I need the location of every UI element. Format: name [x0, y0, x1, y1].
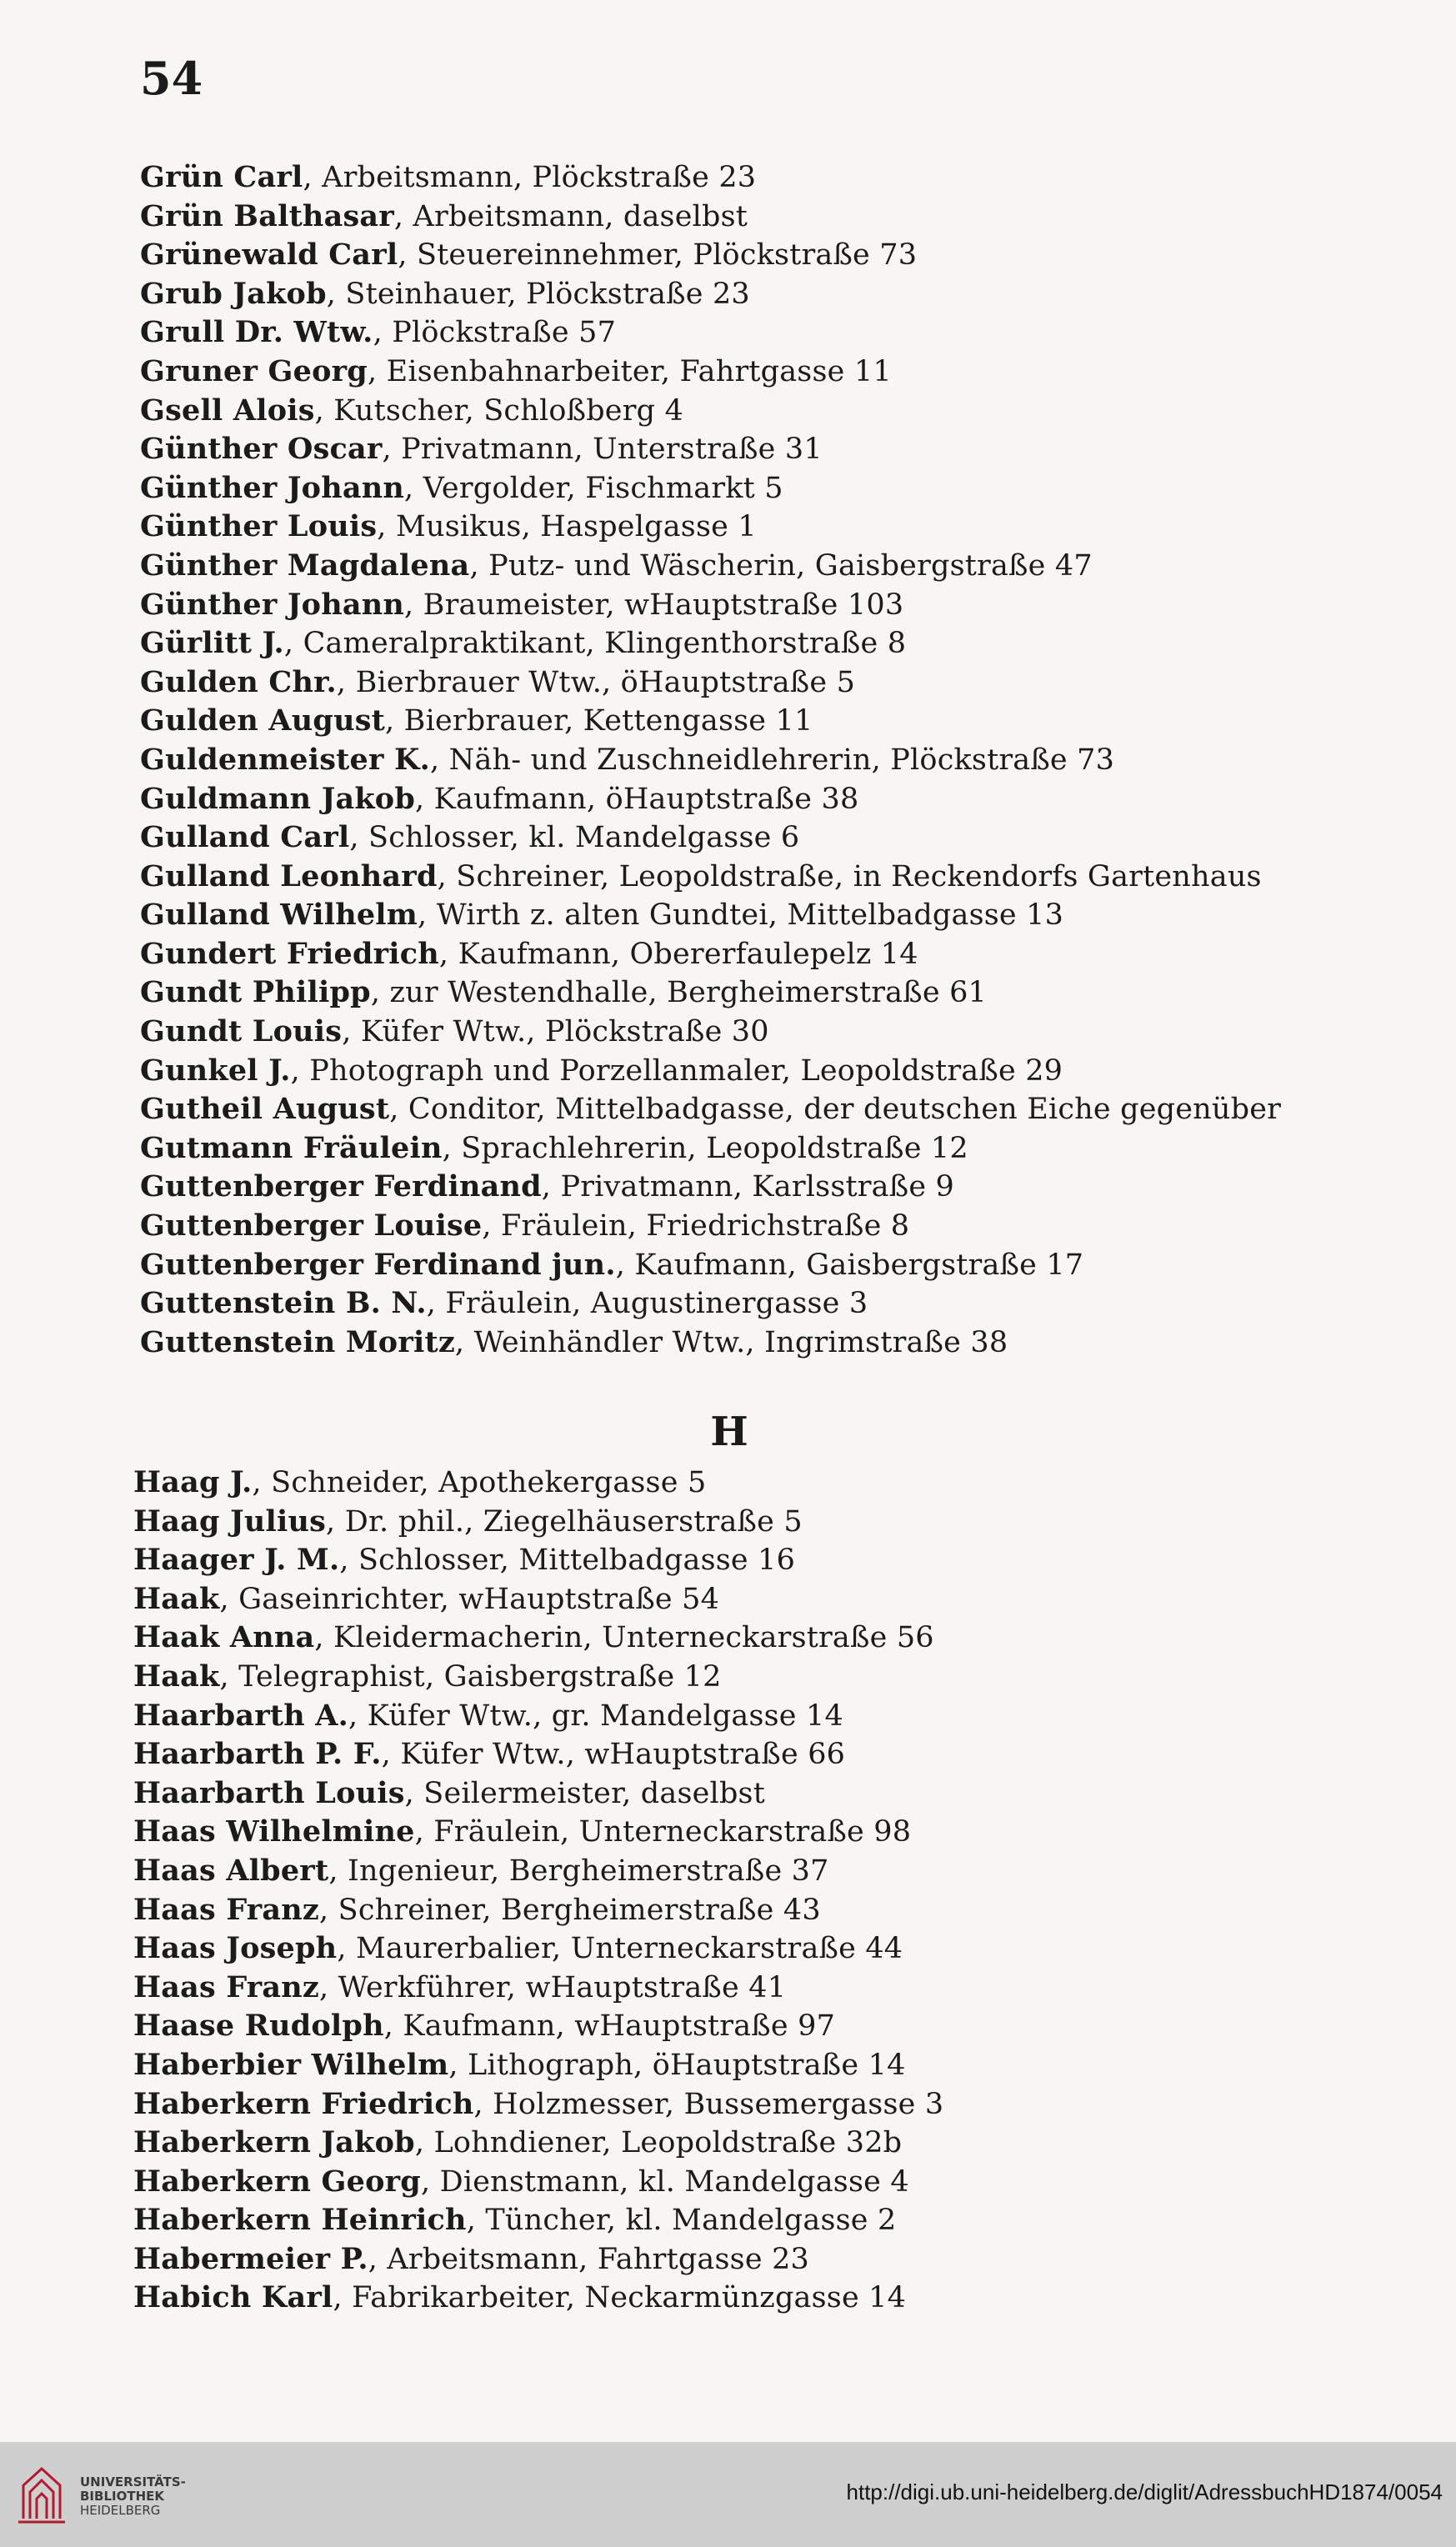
entry-details: , Fabrikarbeiter, Neckarmünzgasse 14 [333, 2281, 907, 2315]
entry-details: , Privatmann, Unterstraße 31 [382, 433, 823, 467]
entry-name: Haas Albert [133, 1853, 329, 1888]
entry-name: Gulland Leonhard [140, 858, 438, 893]
entry-name: Guttenberger Louise [140, 1208, 483, 1243]
directory-entry [133, 2124, 902, 2163]
entry-name: Haag J. [133, 1465, 253, 1499]
entry-name: Haas Franz [133, 1969, 319, 2004]
entry-name: Gsell Alois [140, 393, 315, 428]
ub-heidelberg-logo-icon [15, 2460, 68, 2527]
directory-entry [140, 198, 748, 237]
page-number: 54 [140, 52, 203, 105]
entry-details: , Kaufmann, Obererfaulepelz 14 [438, 937, 918, 971]
entry-name: Haberbier Wilhelm [133, 2047, 449, 2082]
entry-details: , Telegraphist, Gaisbergstraße 12 [219, 1659, 722, 1694]
institution-name [80, 2475, 186, 2518]
directory-entry [140, 1090, 1281, 1129]
directory-entry [140, 1207, 909, 1246]
entry-name: Haager J. M. [133, 1543, 340, 1578]
entry-name: Gulland Carl [140, 820, 350, 855]
entry-details: , Cameralpraktikant, Klingenthorstraße 8 [283, 627, 907, 661]
entry-name: Gulden August [140, 703, 385, 738]
entry-name: Haarbarth A. [133, 1698, 348, 1733]
directory-entry [140, 508, 757, 547]
entry-details: , Küfer Wtw., Plöckstraße 30 [342, 1015, 769, 1049]
directory-entry [140, 158, 756, 198]
directory-entry [140, 353, 892, 392]
directory-entry [140, 392, 683, 431]
entry-name: Gulland Wilhelm [140, 898, 418, 933]
permalink-url[interactable]: http://digi.ub.uni-heidelberg.de/diglit/AdressbuchHD1874/0054 [846, 2479, 1443, 2504]
entry-details: , Braumeister, wHauptstraße 103 [404, 588, 904, 622]
directory-entry [133, 1969, 786, 2008]
entry-details: , Tüncher, kl. Mandelgasse 2 [466, 2204, 897, 2238]
entry-details: , Wirth z. alten Gundtei, Mittelbadgasse 13 [418, 898, 1064, 933]
entry-details: , Schneider, Apothekergasse 5 [252, 1466, 707, 1499]
entry-details: , Steinhauer, Plöckstraße 23 [326, 277, 750, 311]
directory-entry [133, 2163, 909, 2202]
entry-details: , Bierbrauer, Kettengasse 11 [385, 704, 813, 738]
entry-name: Gruner Georg [140, 353, 368, 388]
entry-details: , Küfer Wtw., wHauptstraße 66 [381, 1738, 846, 1772]
entry-name: Haak [133, 1659, 220, 1694]
entry-details: , Dr. phil., Ziegelhäuserstraße 5 [326, 1504, 803, 1539]
institution-line-3: HEIDELBERG [80, 2503, 161, 2518]
entry-details: , Kaufmann, wHauptstraße 97 [383, 2009, 836, 2044]
entry-details: , Kaufmann, öHauptstraße 38 [415, 782, 859, 816]
entry-details: , Kaufmann, Gaisbergstraße 17 [615, 1248, 1084, 1282]
entry-details: , Photograph und Porzellanmaler, Leopoldstraße 29 [290, 1053, 1063, 1088]
directory-entry [140, 896, 1063, 935]
entry-details: , Conditor, Mittelbadgasse, der deutschen Eiche gegenüber [389, 1093, 1282, 1127]
directory-entry [133, 1891, 821, 1930]
directory-entry [140, 702, 813, 741]
directory-entry [140, 780, 858, 819]
entry-name: Haas Franz [133, 1892, 319, 1927]
entry-name: Haas Joseph [133, 1931, 338, 1966]
directory-entry [133, 1464, 706, 1503]
entry-details: , Schlosser, kl. Mandelgasse 6 [349, 821, 800, 855]
directory-entry [133, 1774, 765, 1814]
entry-name: Haarbarth Louis [133, 1775, 405, 1810]
directory-entry [140, 1013, 769, 1052]
directory-entries-h [133, 1464, 1317, 2318]
entry-details: , Holzmesser, Bussemergasse 3 [473, 2087, 944, 2121]
entry-name: Guttenstein Moritz [140, 1324, 455, 1359]
directory-entry [140, 1246, 1083, 1285]
entry-name: Guttenberger Ferdinand jun. [140, 1247, 616, 1282]
entry-details: , Gaseinrichter, wHauptstraße 54 [219, 1582, 720, 1616]
entry-details: , Eisenbahnarbeiter, Fahrtgasse 11 [367, 354, 892, 388]
directory-entry [140, 935, 918, 974]
entry-name: Habich Karl [133, 2280, 333, 2315]
entry-name: Grün Carl [140, 160, 303, 194]
section-letter: H [710, 1409, 748, 1455]
entry-name: Gundt Louis [140, 1014, 343, 1049]
entry-details: , Lohndiener, Leopoldstraße 32b [414, 2126, 903, 2160]
entry-details: , Putz- und Wäscherin, Gaisbergstraße 47 [469, 548, 1093, 583]
entry-details: , Plöckstraße 57 [373, 316, 617, 350]
entry-name: Guldmann Jakob [140, 781, 416, 816]
entry-details: , Schlosser, Mittelbadgasse 16 [339, 1544, 796, 1578]
entry-details: , Ingenieur, Bergheimerstraße 37 [328, 1854, 829, 1888]
entry-name: Haag Julius [133, 1504, 327, 1539]
entry-name: Haberkern Heinrich [133, 2203, 467, 2238]
directory-entry [140, 313, 616, 353]
entry-details: , Vergolder, Fischmarkt 5 [404, 471, 783, 505]
entry-name: Gunkel J. [140, 1053, 291, 1088]
directory-entry [133, 2046, 906, 2085]
directory-entry [133, 1541, 795, 1580]
directory-entry [133, 1929, 903, 1969]
directory-entry [140, 547, 1093, 586]
entry-name: Gutheil August [140, 1092, 390, 1127]
entry-details: , zur Westendhalle, Bergheimerstraße 61 [370, 976, 988, 1010]
entry-name: Günther Louis [140, 509, 378, 544]
entry-name: Grull Dr. Wtw. [140, 315, 373, 350]
entry-details: , Werkführer, wHauptstraße 41 [319, 1970, 787, 2004]
directory-entry [133, 1503, 803, 1542]
entry-name: Guttenstein B. N. [140, 1286, 427, 1321]
entry-name: Günther Johann [140, 587, 405, 622]
entry-name: Haberkern Georg [133, 2164, 421, 2199]
entry-name: Haas Wilhelmine [133, 1814, 415, 1849]
directory-entry [133, 1619, 934, 1658]
directory-entry [133, 2240, 809, 2279]
entry-details: , Näh- und Zuschneidlehrerin, Plöckstraße 73 [430, 743, 1115, 777]
institution-line-2: BIBLIOTHEK [80, 2489, 164, 2504]
entry-details: , Privatmann, Karlsstraße 9 [541, 1170, 955, 1204]
entry-details: , Weinhändler Wtw., Ingrimstraße 38 [454, 1325, 1008, 1359]
directory-entry [133, 1813, 911, 1852]
directory-entry [133, 2279, 906, 2318]
directory-entry [133, 1580, 719, 1619]
directory-entry [140, 236, 917, 275]
directory-entry [140, 741, 1114, 780]
entry-details: , Kleidermacherin, Unterneckarstraße 56 [314, 1621, 934, 1655]
entry-details: , Steuereinnehmer, Plöckstraße 73 [398, 238, 918, 273]
entry-name: Gutmann Fräulein [140, 1130, 443, 1165]
entry-name: Guttenberger Ferdinand [140, 1169, 542, 1204]
directory-entry [140, 430, 823, 469]
entry-name: Gürlitt J. [140, 626, 284, 661]
entry-details: , Musikus, Haspelgasse 1 [377, 510, 757, 544]
entry-name: Grün Balthasar [140, 198, 394, 233]
entry-name: Günther Johann [140, 470, 405, 505]
entry-details: , Seilermeister, daselbst [404, 1776, 765, 1810]
entry-details: , Lithograph, öHauptstraße 14 [448, 2048, 906, 2082]
directory-entry [140, 586, 903, 625]
directory-entry [140, 663, 855, 703]
directory-entry [133, 1658, 722, 1697]
entry-details: , Fräulein, Unterneckarstraße 98 [414, 1815, 912, 1849]
entry-name: Günther Oscar [140, 432, 383, 467]
entry-details: , Fräulein, Augustinergasse 3 [426, 1287, 868, 1321]
entry-details: , Küfer Wtw., gr. Mandelgasse 14 [348, 1699, 843, 1733]
entry-name: Gundt Philipp [140, 975, 371, 1010]
directory-entry [140, 1052, 1063, 1091]
entry-details: , Dienstmann, kl. Mandelgasse 4 [420, 2164, 909, 2199]
entry-name: Gulden Chr. [140, 664, 337, 699]
directory-entry [140, 1168, 954, 1207]
directory-entry [140, 1284, 868, 1324]
directory-entry [133, 1697, 843, 1736]
entry-name: Grub Jakob [140, 276, 327, 311]
entry-details: , Kutscher, Schloßberg 4 [314, 393, 684, 428]
entry-details: , Schreiner, Leopoldstraße, in Reckendorfs Gartenhaus [437, 859, 1262, 893]
viewer-footer [0, 2442, 1456, 2547]
entry-details: , Schreiner, Bergheimerstraße 43 [319, 1893, 821, 1927]
entry-name: Guldenmeister K. [140, 742, 430, 777]
entry-name: Gundert Friedrich [140, 936, 439, 971]
directory-entries-g [140, 158, 1323, 1362]
entry-details: , Sprachlehrerin, Leopoldstraße 12 [442, 1131, 968, 1165]
entry-name: Haarbarth P. F. [133, 1737, 382, 1772]
entry-details: , Fräulein, Friedrichstraße 8 [482, 1209, 910, 1243]
entry-details: , Arbeitsmann, Plöckstraße 23 [303, 161, 757, 194]
entry-name: Habermeier P. [133, 2241, 368, 2276]
directory-entry [133, 1852, 829, 1891]
directory-entry [140, 858, 1262, 897]
directory-entry [133, 2201, 897, 2240]
directory-entry [133, 2085, 943, 2124]
directory-entry [140, 973, 987, 1013]
entry-details: , Maurerbalier, Unterneckarstraße 44 [337, 1932, 903, 1966]
entry-name: Haase Rudolph [133, 2009, 384, 2044]
directory-entry [140, 469, 783, 508]
directory-entry [140, 818, 799, 858]
directory-entry [133, 2007, 835, 2046]
directory-entry [133, 1735, 845, 1774]
directory-entry [140, 1324, 1008, 1363]
entry-details: , Arbeitsmann, daselbst [393, 199, 748, 233]
entry-name: Haberkern Jakob [133, 2125, 415, 2160]
entry-name: Haak [133, 1581, 220, 1616]
entry-name: Haak Anna [133, 1620, 315, 1655]
entry-name: Günther Magdalena [140, 548, 470, 583]
directory-entry [140, 1129, 968, 1168]
entry-details: , Bierbrauer Wtw., öHauptstraße 5 [336, 665, 856, 699]
entry-name: Haberkern Friedrich [133, 2086, 474, 2121]
institution-line-1: UNIVERSITÄTS- [80, 2474, 186, 2489]
directory-entry [140, 624, 906, 663]
directory-entry [140, 275, 750, 314]
entry-details: , Arbeitsmann, Fahrtgasse 23 [368, 2242, 810, 2276]
entry-name: Grünewald Carl [140, 238, 398, 273]
